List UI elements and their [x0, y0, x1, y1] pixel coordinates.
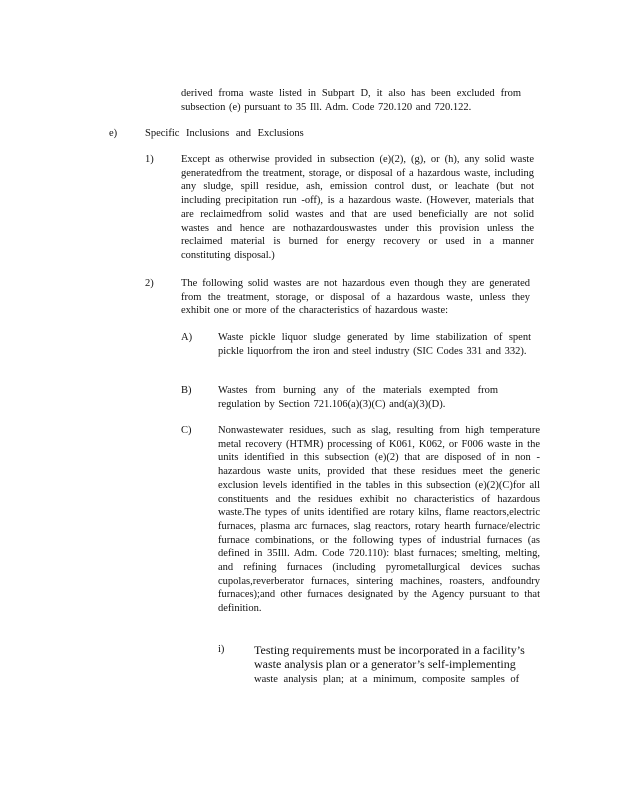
- item-c-text: Nonwastewater residues, such as slag, resulting from high temperature metal recovery (HTMR) processing of K061, K062, or F006 waste in the units identified in this subsection (e)(2) that are disposed of in non -hazardous waste units, provided that these residues meet the generic exclusion levels identified in the tables in this subsection (e)(2)(C)for all constituents and the residues exhibit no characteristics of hazardous waste.The types of units identified are rotary kilns, flame reactors,electric furnaces, plasma arc furnaces, slag reactors, rotary hearth furnace/electric furnace combinations, or the following types of industrial furnaces (as defined in 35Ill. Adm. Code 720.110): blast furnaces; smelting, melting, and refining furnaces (including pyrometallurgical devices suchas cupolas,reverberator furnaces, sintering machines, roasters, andfoundry furnaces);and other furnaces designated by the Agency pursuant to that definition.: [218, 425, 540, 615]
- item-i-line-2: waste analysis plan or a generator’s self-implementing: [254, 657, 516, 671]
- section-e-title: Specific Inclusions and Exclusions: [145, 128, 304, 139]
- item-b-label: B): [181, 385, 192, 396]
- item-i-label: i): [218, 644, 225, 655]
- intro-paragraph: derived froma waste listed in Subpart D, it also has been excluded from subsection (e) pursuant to 35 Ill. Adm. Code 720.120 and 720.122.: [181, 88, 521, 113]
- item-b-text: Wastes from burning any of the materials exempted from regulation by Section 721.106(a)(3)(C) and(a)(3)(D).: [218, 385, 498, 410]
- item-i-line-3: waste analysis plan; at a minimum, composite samples of: [254, 674, 520, 685]
- item-i-line-1: Testing requirements must be incorporated in a facility’s: [254, 643, 525, 657]
- item-2-label: 2): [145, 278, 154, 289]
- item-a-text: Waste pickle liquor sludge generated by lime stabilization of spent pickle liquorfrom the iron and steel industry (SIC Codes 331 and 332).: [218, 332, 531, 357]
- item-1-text: Except as otherwise provided in subsection (e)(2), (g), or (h), any solid waste generatedfrom the treatment, storage, or disposal of a hazardous waste, including any sludge, spill residue, ash, emission control dust, or leachate (but not including precipitation run -off), is a hazardous waste. (However, materials that are reclaimedfrom solid wastes and that are used beneficially are not solid wastes and hence are nothazardouswastes under this provision unless the reclaimed material is burned for energy recovery or used in a manner constituting disposal.): [181, 154, 534, 261]
- item-1-label: 1): [145, 154, 154, 165]
- item-a-label: A): [181, 332, 193, 343]
- item-c-label: C): [181, 425, 192, 436]
- section-e-label: e): [109, 128, 118, 139]
- item-2-text: The following solid wastes are not hazardous even though they are generated from the treatment, storage, or disposal of a hazardous waste, unless they exhibit one or more of the characteristics of hazardous waste:: [181, 278, 530, 317]
